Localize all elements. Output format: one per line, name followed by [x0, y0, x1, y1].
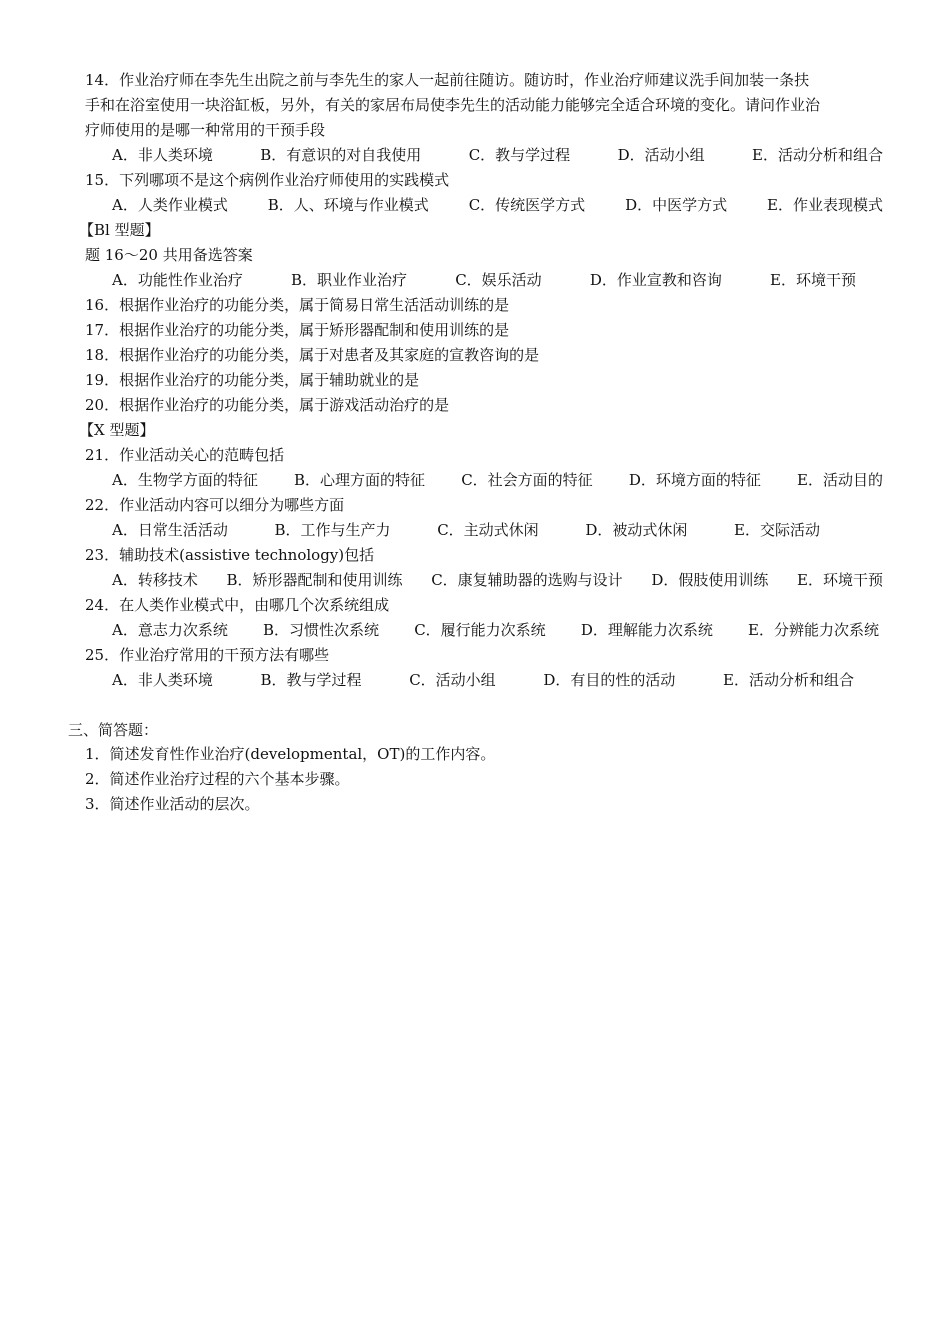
q21-option-b: B．心理方面的特征 [294, 471, 426, 489]
shared-option-a: A．功能性作业治疗 [112, 271, 243, 289]
q15-text: 15．下列哪项不是这个病例作业治疗师使用的实践模式 [85, 171, 450, 189]
q24-text: 24．在人类作业模式中，由哪几个次系统组成 [85, 596, 390, 614]
q18-text: 18．根据作业治疗的功能分类，属于对患者及其家庭的宣教咨询的是 [85, 346, 540, 364]
q19-text: 19．根据作业治疗的功能分类，属于辅助就业的是 [85, 371, 420, 389]
q25-option-a: A．非人类环境 [112, 671, 213, 689]
q25-option-c: C．活动小组 [409, 671, 496, 689]
q22-option-c: C．主动式休闲 [437, 521, 539, 539]
q23-options [112, 568, 883, 593]
q22-option-b: B．工作与生产力 [274, 521, 391, 539]
q14-option-c: C．教与学过程 [468, 146, 571, 164]
q16-text: 16．根据作业治疗的功能分类，属于简易日常生活活动训练的是 [85, 296, 510, 314]
q20-text: 20．根据作业治疗的功能分类，属于游戏活动治疗的是 [85, 396, 450, 414]
shared-option-d: D．作业宣教和咨询 [589, 271, 722, 289]
q25-text: 25．作业治疗常用的干预方法有哪些 [85, 646, 330, 664]
q15-option-a: A．人类作业模式 [112, 196, 228, 214]
q21-text: 21．作业活动关心的范畴包括 [85, 446, 285, 464]
section3-item-1: 1．简述发育性作业治疗(developmental，OT)的工作内容。 [85, 745, 496, 763]
q24-option-c: C．履行能力次系统 [414, 621, 546, 639]
q24-option-e: E．分辨能力次系统 [748, 621, 879, 639]
shared-option-b: B．职业作业治疗 [291, 271, 408, 289]
q14-line-3: 疗师使用的是哪一种常用的干预手段 [85, 121, 326, 139]
q17-text: 17．根据作业治疗的功能分类，属于矫形器配制和使用训练的是 [85, 321, 510, 339]
q15-option-b: B．人、环境与作业模式 [267, 196, 429, 214]
q23-option-e: E．环境干预 [797, 571, 883, 589]
q14-option-b: B．有意识的对自我使用 [260, 146, 422, 164]
q23-option-d: D．假肢使用训练 [651, 571, 769, 589]
q14-line-1: 14．作业治疗师在李先生出院之前与李先生的家人一起前往随访。随访时，作业治疗师建议洗手间加装一条扶 [85, 71, 810, 89]
q22-option-a: A．日常生活活动 [112, 521, 228, 539]
section3-item-3: 3．简述作业活动的层次。 [85, 795, 260, 813]
q25-options [112, 668, 854, 693]
q23-text: 23．辅助技术(assistive technology)包括 [85, 546, 375, 564]
q14-option-e: E．活动分析和组合 [752, 146, 883, 164]
q23-option-b: B．矫形器配制和使用训练 [226, 571, 403, 589]
q21-options [112, 468, 883, 493]
q24-option-b: B．习惯性次系统 [263, 621, 380, 639]
q25-option-d: D．有目的性的活动 [543, 671, 676, 689]
q15-option-d: D．中医学方式 [625, 196, 728, 214]
q22-options [112, 518, 820, 543]
q24-option-d: D．理解能力次系统 [580, 621, 713, 639]
section3-heading: 三、简答题： [68, 721, 159, 739]
q15-options [112, 193, 883, 218]
q21-option-a: A．生物学方面的特征 [112, 471, 258, 489]
q24-options [112, 618, 879, 643]
q15-option-c: C．传统医学方式 [468, 196, 586, 214]
q14-options [112, 143, 883, 168]
q14-line-2: 手和在浴室使用一块浴缸板，另外，有关的家居布局使李先生的活动能力能够完全适合环境的变化。请问作业治 [85, 96, 821, 114]
q22-option-d: D．被动式休闲 [585, 521, 688, 539]
q23-option-a: A．转移技术 [112, 571, 198, 589]
q22-option-e: E．交际活动 [734, 521, 820, 539]
q21-option-c: C．社会方面的特征 [461, 471, 593, 489]
q25-option-b: B．教与学过程 [260, 671, 362, 689]
q23-option-c: C．康复辅助器的选购与设计 [431, 571, 623, 589]
shared-intro: 题 16～20 共用备选答案 [85, 246, 253, 264]
shared-option-e: E．环境干预 [770, 271, 856, 289]
q22-text: 22．作业活动内容可以细分为哪些方面 [85, 496, 345, 514]
shared-options [112, 268, 856, 293]
section3-item-2: 2．简述作业治疗过程的六个基本步骤。 [85, 770, 350, 788]
q21-option-d: D．环境方面的特征 [628, 471, 761, 489]
q25-option-e: E．活动分析和组合 [723, 671, 854, 689]
b1-heading: 【Bl 型题】 [79, 221, 160, 239]
q14-option-d: D．活动小组 [617, 146, 705, 164]
q24-option-a: A．意志力次系统 [112, 621, 228, 639]
q21-option-e: E．活动目的 [797, 471, 883, 489]
shared-option-c: C．娱乐活动 [455, 271, 542, 289]
x-heading: 【X 型题】 [79, 421, 155, 439]
q14-option-a: A．非人类环境 [112, 146, 213, 164]
q15-option-e: E．作业表现模式 [767, 196, 883, 214]
